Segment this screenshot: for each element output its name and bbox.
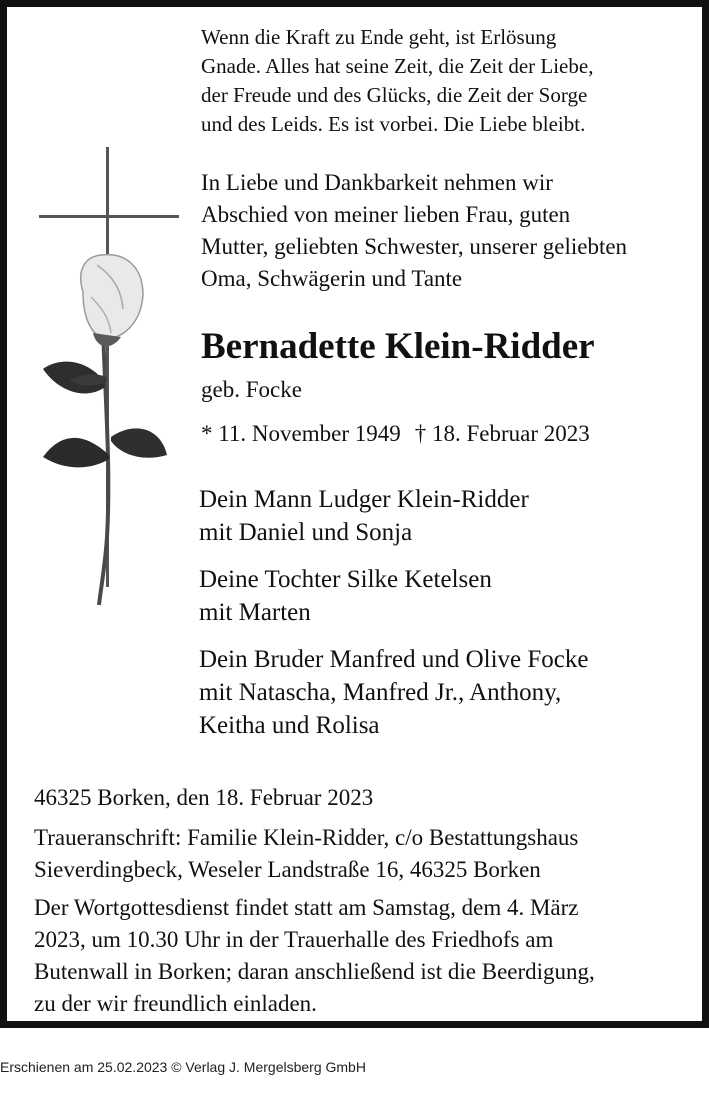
mourner-group [199, 563, 689, 629]
address-line: Traueranschrift: Familie Klein-Ridder, c/o Bestattungshaus [34, 825, 579, 850]
mourner-line: Deine Tochter Silke Ketelsen [199, 566, 492, 593]
mourner-line: Keitha und Rolisa [199, 712, 380, 739]
death-date: † 18. Februar 2023 [414, 421, 590, 446]
rose-icon [43, 255, 167, 605]
birth-name: geb. Focke [201, 377, 302, 402]
verse-line: und des Leids. Es ist vorbei. Die Liebe bleibt. [201, 112, 586, 136]
place-date: 46325 Borken, den 18. Februar 2023 [34, 785, 374, 810]
notice-footer [34, 782, 694, 1026]
verse-line: der Freude und des Glücks, die Zeit der Sorge [201, 83, 588, 107]
deceased-name: Bernadette Klein-Ridder [201, 326, 595, 367]
intro-line: In Liebe und Dankbarkeit nehmen wir [201, 170, 553, 195]
mourner-line: mit Natascha, Manfred Jr., Anthony, [199, 679, 562, 706]
service-line: Der Wortgottesdienst findet statt am Samstag, dem 4. März [34, 895, 579, 920]
mourner-group [199, 483, 689, 549]
publication-credit: Erschienen am 25.02.2023 © Verlag J. Mergelsberg GmbH [0, 1059, 366, 1075]
life-dates [201, 419, 590, 449]
verse-line: Gnade. Alles hat seine Zeit, die Zeit der Liebe, [201, 54, 594, 78]
service-line: zu der wir freundlich einladen. [34, 991, 317, 1016]
intro-line: Mutter, geliebten Schwester, unserer geliebten [201, 234, 628, 259]
mourner-group [199, 643, 689, 742]
farewell-intro [201, 167, 681, 295]
mourner-line: Dein Bruder Manfred und Olive Focke [199, 646, 589, 673]
intro-line: Abschied von meiner lieben Frau, guten [201, 202, 571, 227]
cross-rose-illustration [31, 137, 191, 617]
service-info [34, 892, 694, 1020]
mourning-address [34, 822, 694, 886]
service-line: 2023, um 10.30 Uhr in der Trauerhalle des Friedhofs am [34, 927, 554, 952]
mourner-line: mit Daniel und Sonja [199, 519, 413, 546]
intro-line: Oma, Schwägerin und Tante [201, 266, 463, 291]
address-line: Sieverdingbeck, Weseler Landstraße 16, 46325 Borken [34, 857, 541, 882]
verse-text [201, 23, 671, 139]
mourner-line: mit Marten [199, 599, 311, 626]
mourner-line: Dein Mann Ludger Klein-Ridder [199, 486, 529, 513]
birth-date: * 11. November 1949 [201, 421, 401, 446]
verse-line: Wenn die Kraft zu Ende geht, ist Erlösung [201, 25, 557, 49]
service-line: Butenwall in Borken; daran anschließend ist die Beerdigung, [34, 959, 595, 984]
mourners-list [199, 483, 689, 756]
